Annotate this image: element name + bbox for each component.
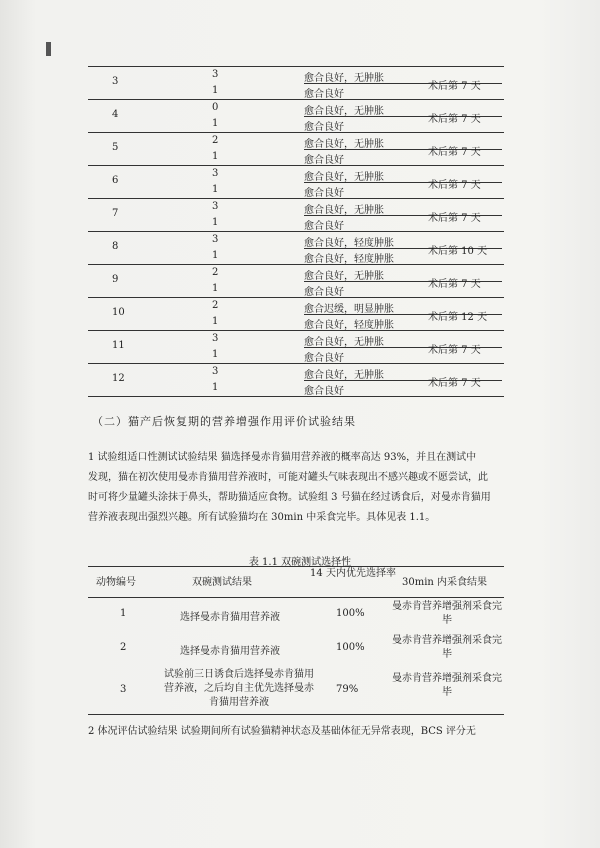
cell-score: 1 xyxy=(212,349,219,360)
cell-test-result: 选择曼赤肯猫用营养液 xyxy=(180,612,280,623)
header-animal-id: 动物编号 xyxy=(96,577,136,588)
header-test-result: 双碗测试结果 xyxy=(192,577,252,588)
cell-time: 术后第 7 天 xyxy=(428,279,481,290)
page-edge-mark xyxy=(46,42,51,56)
cell-animal-id: 9 xyxy=(112,274,119,285)
cell-healing: 愈合良好，轻度肿胀 xyxy=(304,320,394,331)
cell-healing: 愈合良好 xyxy=(304,89,344,100)
cell-intake-result: 曼赤肯营养增强剂采食完毕 xyxy=(392,601,502,626)
cell-animal-id: 1 xyxy=(120,608,127,619)
cell-time: 术后第 7 天 xyxy=(428,180,481,191)
cell-healing: 愈合良好 xyxy=(304,386,344,397)
cell-preference-rate: 79% xyxy=(336,684,359,695)
cell-score: 1 xyxy=(212,85,219,96)
cell-animal-id: 6 xyxy=(112,175,119,186)
table-row xyxy=(88,67,504,100)
cell-healing: 愈合良好 xyxy=(304,188,344,199)
table-row xyxy=(88,265,504,298)
cell-healing: 愈合良好 xyxy=(304,122,344,133)
cell-intake-result: 曼赤肯营养增强剂采食完毕 xyxy=(392,673,502,698)
table-row xyxy=(88,298,504,331)
cell-healing: 愈合良好 xyxy=(304,155,344,166)
cell-animal-id: 12 xyxy=(112,373,125,384)
cell-intake-result: 曼赤肯营养增强剂采食完毕 xyxy=(392,635,502,660)
cell-animal-id: 8 xyxy=(112,241,119,252)
table-row xyxy=(88,364,504,397)
cell-score: 3 xyxy=(212,69,219,80)
cell-test-result: 试验前三日诱食后选择曼赤肯猫用营养液，之后均自主优先选择曼赤肯猫用营养液 xyxy=(164,669,314,708)
cell-time: 术后第 7 天 xyxy=(428,147,481,158)
cell-healing: 愈合迟缓，明显肿胀 xyxy=(304,304,394,315)
cell-preference-rate: 100% xyxy=(336,642,365,653)
cell-preference-rate: 100% xyxy=(336,608,365,619)
paragraph-line: 1 试验组适口性测试试验结果 猫选择曼赤肯猫用营养液的概率高达 93%，并且在测试中 xyxy=(88,452,477,463)
table-row xyxy=(88,331,504,364)
table-row xyxy=(88,632,504,666)
paragraph-palatability xyxy=(88,448,508,528)
cell-test-result: 选择曼赤肯猫用营养液 xyxy=(180,646,280,657)
cell-score: 3 xyxy=(212,333,219,344)
cell-healing: 愈合良好，轻度肿胀 xyxy=(304,254,394,265)
cell-score: 1 xyxy=(212,151,219,162)
header-intake-result: 30min 内采食结果 xyxy=(402,577,488,588)
cell-animal-id: 3 xyxy=(120,684,127,695)
cell-healing: 愈合良好 xyxy=(304,287,344,298)
cell-score: 3 xyxy=(212,201,219,212)
cell-score: 1 xyxy=(212,184,219,195)
cell-animal-id: 3 xyxy=(112,76,119,87)
cell-score: 2 xyxy=(212,267,219,278)
cell-score: 2 xyxy=(212,135,219,146)
cell-score: 1 xyxy=(212,250,219,261)
cell-score: 0 xyxy=(212,102,219,113)
table-row xyxy=(88,100,504,133)
cell-animal-id: 2 xyxy=(120,642,127,653)
cell-time: 术后第 7 天 xyxy=(428,378,481,389)
cell-healing: 愈合良好，无肿胀 xyxy=(304,139,384,150)
cell-time: 术后第 7 天 xyxy=(428,114,481,125)
cell-animal-id: 11 xyxy=(112,340,125,351)
table-row xyxy=(88,666,504,714)
cell-healing: 愈合良好，无肿胀 xyxy=(304,205,384,216)
table-row xyxy=(88,199,504,232)
recovery-table xyxy=(88,66,504,397)
section-title: （二）猫产后恢复期的营养增强作用评价试验结果 xyxy=(92,415,356,428)
table-caption: 表 1.1 双碗测试选择性 xyxy=(248,557,352,568)
cell-time: 术后第 7 天 xyxy=(428,345,481,356)
cell-animal-id: 7 xyxy=(112,208,119,219)
cell-time: 术后第 7 天 xyxy=(428,213,481,224)
table-row xyxy=(88,598,504,632)
cell-animal-id: 10 xyxy=(112,307,125,318)
cell-healing: 愈合良好，无肿胀 xyxy=(304,73,384,84)
table-row xyxy=(88,133,504,166)
cell-animal-id: 5 xyxy=(112,142,119,153)
cell-healing: 愈合良好，无肿胀 xyxy=(304,370,384,381)
cell-score: 3 xyxy=(212,168,219,179)
cell-healing: 愈合良好，无肿胀 xyxy=(304,172,384,183)
cell-time: 术后第 10 天 xyxy=(428,246,488,257)
table-row xyxy=(88,166,504,199)
cell-healing: 愈合良好 xyxy=(304,221,344,232)
cell-healing: 愈合良好 xyxy=(304,353,344,364)
cell-score: 1 xyxy=(212,217,219,228)
cell-score: 1 xyxy=(212,118,219,129)
cell-score: 1 xyxy=(212,316,219,327)
cell-score: 2 xyxy=(212,300,219,311)
cell-score: 1 xyxy=(212,283,219,294)
cell-healing: 愈合良好，无肿胀 xyxy=(304,337,384,348)
paragraph-line: 时可将少量罐头涂抹于鼻头，帮助猫适应食物。试验组 3 号猫在经过诱食后，对曼赤肯猫用 xyxy=(88,492,491,503)
cell-time: 术后第 7 天 xyxy=(428,81,481,92)
cell-time: 术后第 12 天 xyxy=(428,312,488,323)
cell-healing: 愈合良好，无肿胀 xyxy=(304,271,384,282)
cell-score: 3 xyxy=(212,366,219,377)
table-header xyxy=(88,567,504,598)
cell-healing: 愈合良好，轻度肿胀 xyxy=(304,238,394,249)
paragraph-line: 发现，猫在初次使用曼赤肯猫用营养液时，可能对罐头气味表现出不感兴趣或不愿尝试，此 xyxy=(88,472,488,483)
cell-healing: 愈合良好，无肿胀 xyxy=(304,106,384,117)
table-row xyxy=(88,232,504,265)
paragraph-line: 营养液表现出强烈兴趣。所有试验猫均在 30min 中采食完毕。具体见表 1.1。 xyxy=(88,512,436,523)
cell-score: 3 xyxy=(212,234,219,245)
cell-animal-id: 4 xyxy=(112,109,119,120)
header-preference-rate: 14 天内优先选择率 xyxy=(310,568,396,579)
double-bowl-table xyxy=(88,566,504,715)
paragraph-body-condition: 2 体况评估试验结果 试验期间所有试验猫精神状态及基础体征无异常表现，BCS 评分无 xyxy=(88,726,476,737)
cell-score: 1 xyxy=(212,382,219,393)
